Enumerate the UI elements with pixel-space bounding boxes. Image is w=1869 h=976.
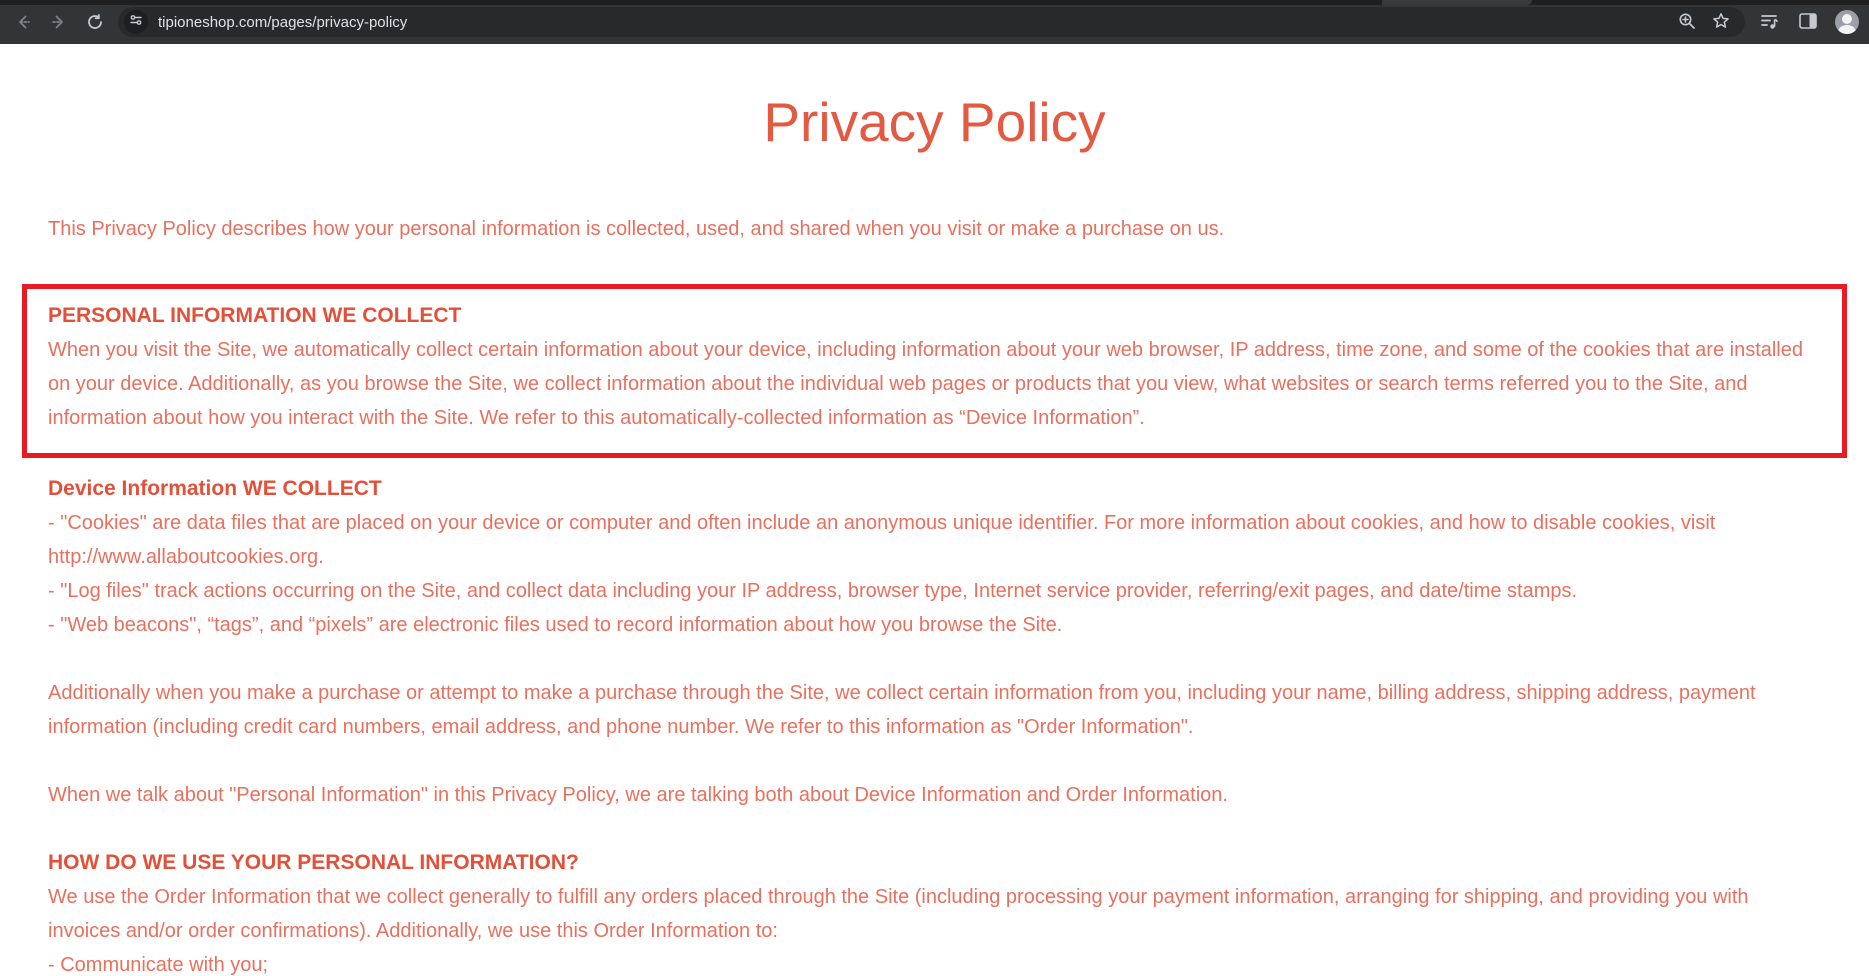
- intro-paragraph: This Privacy Policy describes how your personal information is collected, used, and shared when you visit or make a purchase on us.: [48, 218, 1225, 240]
- media-controls-button[interactable]: [1759, 10, 1781, 35]
- avatar: [1835, 10, 1859, 34]
- profile-button[interactable]: [1835, 10, 1859, 34]
- highlight-box: [22, 284, 1847, 458]
- usage-paragraph: We use the Order Information that we collect generally to fulfill any orders placed through the Site (including processing your payment information, arranging for shipping, and providing you with invoices and/or order confirmations). Additionally, we use this Order Information to:: [48, 886, 1749, 942]
- zoom-button[interactable]: [1677, 11, 1697, 34]
- forward-button[interactable]: [44, 7, 74, 37]
- back-button[interactable]: [8, 7, 38, 37]
- personal-information-definition: When we talk about "Personal Information" in this Privacy Policy, we are talking both about Device Information and Order Information.: [48, 784, 1228, 806]
- tab-bottom-edge: [1382, 0, 1532, 5]
- back-arrow-icon: [13, 12, 33, 32]
- media-controls-icon: [1759, 10, 1781, 35]
- page-title: Privacy Policy: [763, 91, 1106, 153]
- list-item: - "Cookies" are data files that are placed on your device or computer and often include an anonymous unique identifier. For more information about cookies, and how to disable cookies, visit http://www.allaboutcookies.org.: [48, 512, 1716, 568]
- personal-info-paragraph: When you visit the Site, we automatically collect certain information about your device, including information about your web browser, IP address, time zone, and some of the cookies that are installed on your device. Additionally, as you browse the Site, we collect information about the individual web pages or products that you view, what websites or search terms referred you to the Site, and information about how you interact with the Site. We refer to this automatically-collected information as “Device Information”.: [48, 339, 1803, 429]
- purchase-paragraph: Additionally when you make a purchase or attempt to make a purchase through the Site, we collect certain information from you, including your name, billing address, shipping address, payment information (including credit card numbers, email address, and phone number. We refer to this information as "Order Information".: [48, 682, 1756, 738]
- bookmark-button[interactable]: [1711, 11, 1731, 34]
- side-panel-button[interactable]: [1797, 10, 1819, 35]
- privacy-policy-page: [0, 92, 1869, 976]
- reload-button[interactable]: [80, 7, 110, 37]
- browser-toolbar: [0, 0, 1869, 44]
- forward-arrow-icon: [49, 12, 69, 32]
- side-panel-icon: [1797, 10, 1819, 35]
- list-item: - "Log files" track actions occurring on the Site, and collect data including your IP address, browser type, Internet service provider, referring/exit pages, and date/time stamps.: [48, 580, 1578, 602]
- usage-section: [48, 846, 1821, 976]
- usage-heading: HOW DO WE USE YOUR PERSONAL INFORMATION?: [48, 851, 579, 874]
- tabstrip-edge: [0, 0, 1869, 5]
- tune-sliders-icon: [128, 12, 144, 33]
- device-info-section: [48, 472, 1821, 642]
- reload-icon: [85, 12, 105, 32]
- personal-info-heading: PERSONAL INFORMATION WE COLLECT: [48, 304, 462, 327]
- list-item: - Communicate with you;: [48, 954, 269, 976]
- list-item: - "Web beacons", “tags”, and “pixels” are electronic files used to record information about how you browse the Site.: [48, 614, 1063, 636]
- magnifier-plus-icon: [1677, 11, 1697, 34]
- url-text[interactable]: tipioneshop.com/pages/privacy-policy: [158, 13, 408, 31]
- site-info-button[interactable]: [124, 10, 148, 34]
- star-icon: [1711, 11, 1731, 34]
- address-bar[interactable]: [118, 7, 1745, 37]
- device-info-heading: Device Information WE COLLECT: [48, 477, 382, 500]
